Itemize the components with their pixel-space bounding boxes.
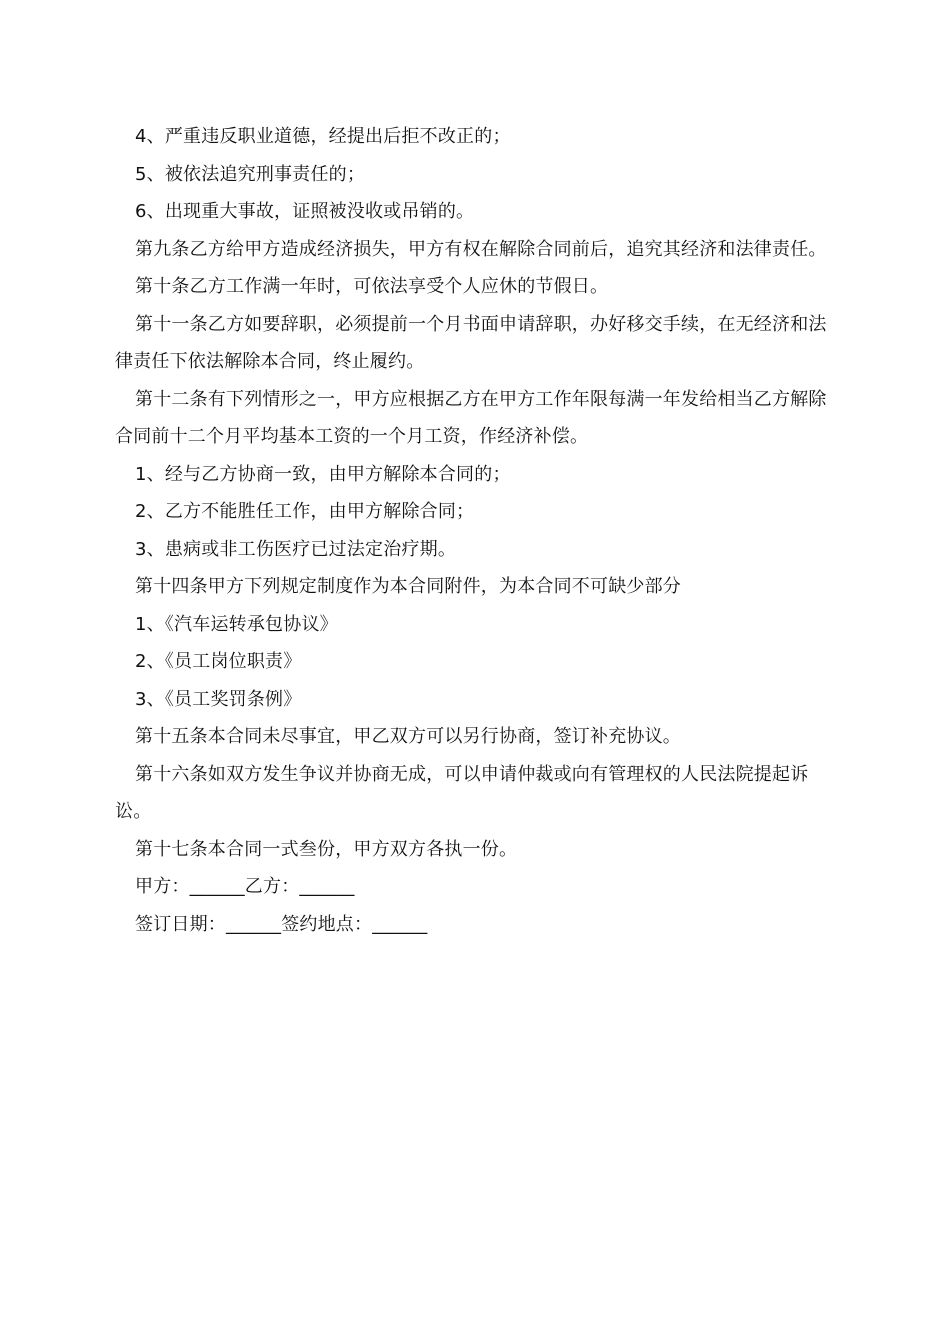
clause-item-5: 5、被依法追究刑事责任的；: [135, 163, 366, 185]
signature-parties: 甲方：______乙方：______: [135, 876, 355, 897]
article-14-item-3: 3、《员工奖罚条例》: [135, 688, 302, 710]
article-12: 第十二条有下列情形之一，甲方应根据乙方在甲方工作年限每满一年发给相当乙方解除合同前十二个月平均基本工资的一个月工资，作经济补偿。: [115, 388, 827, 447]
article-11: 第十一条乙方如要辞职，必须提前一个月书面申请辞职，办好移交手续，在无经济和法律责任下依法解除本合同，终止履约。: [115, 313, 827, 372]
clause-item-4: 4、严重违反职业道德，经提出后拒不改正的；: [135, 126, 511, 147]
signature-date-place: 签订日期：______签约地点：______: [135, 913, 428, 935]
article-10: 第十条乙方工作满一年时，可依法享受个人应休的节假日。: [135, 276, 609, 297]
article-12-item-1: 1、经与乙方协商一致，由甲方解除本合同的；: [135, 463, 511, 485]
article-9: 第九条乙方给甲方造成经济损失，甲方有权在解除合同前后，追究其经济和法律责任。: [135, 238, 827, 260]
article-12-item-2: 2、乙方不能胜任工作，由甲方解除合同；: [135, 501, 475, 522]
article-14-item-1: 1、《汽车运转承包协议》: [135, 613, 338, 635]
article-14-item-2: 2、《员工岗位职责》: [135, 651, 302, 672]
article-12-item-3: 3、患病或非工伤医疗已过法定治疗期。: [135, 538, 457, 560]
article-16: 第十六条如双方发生争议并协商无成，可以申请仲裁或向有管理权的人民法院提起诉讼。: [115, 763, 809, 822]
article-15: 第十五条本合同未尽事宜，甲乙双方可以另行协商，签订补充协议。: [135, 726, 681, 747]
clause-item-6: 6、出现重大事故，证照被没收或吊销的。: [135, 201, 475, 222]
article-17: 第十七条本合同一式叁份，甲方双方各执一份。: [135, 838, 518, 860]
document-body: [115, 118, 840, 943]
article-14: 第十四条甲方下列规定制度作为本合同附件，为本合同不可缺少部分: [135, 576, 681, 597]
